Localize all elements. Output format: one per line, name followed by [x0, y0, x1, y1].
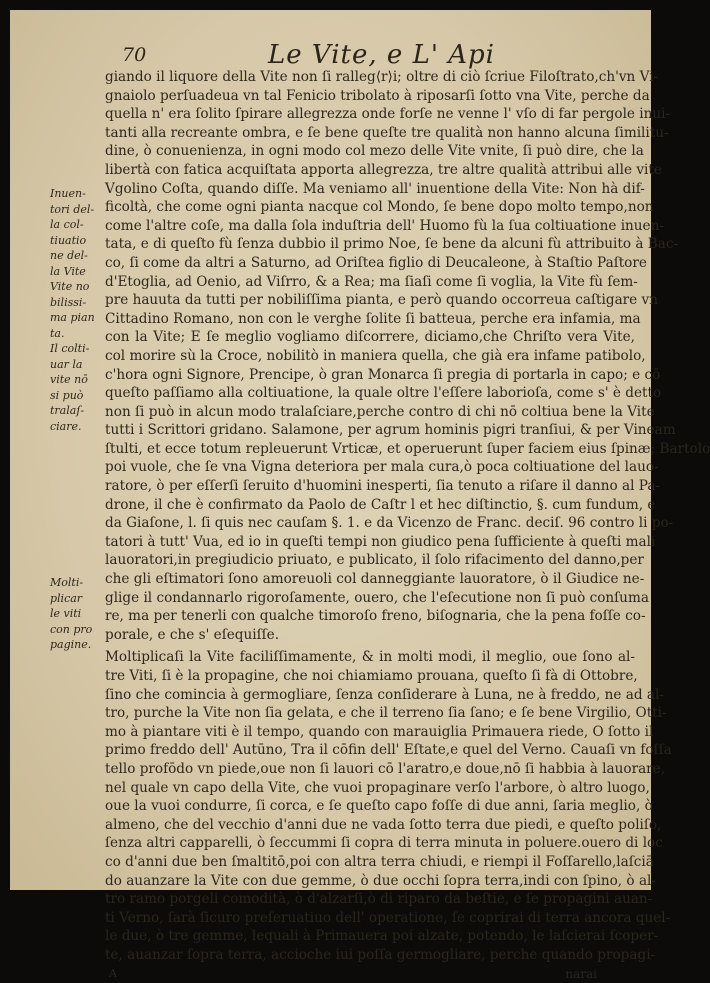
text-line: tello profōdo vn piede,oue non ſi lauori cō l'aratro,e doue,nō ſi habbia à lauorare,: [105, 760, 635, 779]
text-line: libertà con fatica acquiſtata apporta allegrezza, tre altre qualità attribui alle vite: [105, 161, 635, 180]
text-line: ſenza altri capparelli, ò ſeccummi ſi copra di terra minuta in poluere.ouero di loc: [105, 834, 635, 853]
text-line: gnaiolo perſuadeua vn tal Fenicio tribolato à riposarſi ſotto vna Vite, perche da: [105, 87, 635, 106]
text-line: glige il condannarlo rigoroſamente, ouero, che l'eſecutione non ſi può conſuma: [105, 589, 635, 608]
book-page: [10, 10, 651, 890]
text-line: nel quale vn capo della Vite, che vuoi propaginare verſo l'arbore, ò altro luogo,: [105, 779, 635, 798]
marginal-line: tiuatio: [50, 233, 102, 249]
text-line: oue la vuoi condurre, ſi corca, e ſe queſto capo foſſe di due anni, ſaria meglio, ò: [105, 797, 635, 816]
text-line: co d'anni due ben ſmaltitō,poi con altra terra chiudi, e riempi il Foſſarello,laſciā: [105, 853, 635, 872]
text-line: almeno, che del vecchio d'anni due ne vada ſotto terra due piedi, e queſto poliſo,: [105, 816, 635, 835]
text-line: pre hauuta da tutti per nobiliſſima pianta, e però quando occorreua caſtigare vn: [105, 291, 635, 310]
text-line: da Giaſone, l. ſi quis nec cauſam §. 1. e da Vicenzo de Franc. deciſ. 96 contro li po-: [105, 514, 635, 533]
text-line: le due, ò tre gemme, lequali à Primauera poi alzate, potendo, le laſcierai ſcoper-: [105, 927, 635, 946]
marginal-line: si può: [50, 388, 102, 404]
text-line: d'Etoglia, ad Oenio, ad Viſrro, & a Rea; ma ſiaſi come ſi voglia, la Vite fù ſem-: [105, 273, 635, 292]
text-line: ſtulti, et ecce totum repleuerunt Vrticæ, et operuerunt ſuper faciem eius ſpinæ; Bartolo: [105, 440, 635, 459]
marginal-line: ma pian: [50, 310, 102, 326]
text-line: co, ſi come da altri a Saturno, ad Oriſtea figlio di Deucaleone, à Staſtio Paſtore: [105, 254, 635, 273]
marginal-note-propagation: [50, 575, 102, 653]
paragraph-vine-propagation: [105, 648, 635, 964]
marginal-line: uar la: [50, 357, 102, 373]
text-line: poi vuole, che ſe vna Vigna deteriora per mala cura,ò poca coltiuatione del lauo-: [105, 458, 635, 477]
text-line: come l'altre coſe, ma dalla ſola induſtria dell' Huomo fù la ſua coltiuatione inuen-: [105, 217, 635, 236]
marginal-line: Inuen-: [50, 186, 102, 202]
text-line: tanti alla recreante ombra, e ſe bene queſte tre qualità non hanno alcuna ſimilitu-: [105, 124, 635, 143]
text-line: tro, purche la Vite non ſia gelata, e che il terreno ſia ſano; e ſe bene Virgilio, Otti-: [105, 704, 635, 723]
marginal-line: tori del-: [50, 202, 102, 218]
text-line: tutti i Scrittori gridano. Salamone, per agrum hominis pigri tranſiui, & per Vineam: [105, 421, 635, 440]
marginal-line: ta.: [50, 326, 102, 342]
text-line: queſto paſſiamo alla coltiuatione, la quale oltre l'eſſere laborioſa, come s' è detto: [105, 384, 635, 403]
text-line: tre Viti, ſi è la propagine, che noi chiamiamo prouana, queſto ſi fà di Ottobre,: [105, 667, 635, 686]
text-line: re, ma per tenerli con qualche timoroſo freno, biſognaria, che la pena foſſe co-: [105, 607, 635, 626]
marginal-line: Vite no: [50, 279, 102, 295]
marginal-line: Il colti-: [50, 341, 102, 357]
text-line: tro ramo porgeli comodità, ò d'alzarſi,ò di riparo da beſtie, e ſe propagini auan-: [105, 890, 635, 909]
text-line: ſino che comincia à germogliare, ſenza conſiderare à Luna, ne à freddo, ne ad al-: [105, 686, 635, 705]
paragraph-vine-cultivation: [105, 68, 635, 644]
text-line: tatori à tutt' Vua, ed io in queſti tempi non giudico pena ſufficiente à queſti mali: [105, 533, 635, 552]
text-line: non ſi può in alcun modo tralaſciare,perche contro di chi nō coltiua bene la Vite: [105, 403, 635, 422]
text-line: che gli eſtimatori ſono amoreuoli col danneggiante lauoratore, ò il Giudice ne-: [105, 570, 635, 589]
body-text: [105, 68, 635, 983]
text-line: ti Verno, ſarà ſicuro preſeruatiuo dell' operatione, ſe coprirai di terra ancora quel-: [105, 909, 635, 928]
marginal-line: vite nō: [50, 372, 102, 388]
marginal-line: con pro: [50, 622, 102, 638]
text-line: tata, e di queſto fù ſenza dubbio il primo Noe, ſe bene da alcuni fù attribuito à Bac-: [105, 235, 635, 254]
text-line: Moltiplicaſi la Vite faciliſſimamente, & in molti modi, il meglio, oue ſono al-: [105, 648, 635, 667]
text-line: ratore, ò per eſſerſi ſeruito d'huomini inesperti, ſia tenuto a riſare il danno al Pa-: [105, 477, 635, 496]
text-line: c'hora ogni Signore, Prencipe, ò gran Monarca ſi pregia di portarla in capo; e cō: [105, 366, 635, 385]
marginal-line: plicar: [50, 591, 102, 607]
signature-mark: A: [105, 965, 117, 983]
text-line: lauoratori,in pregiudicio priuato, e publicato, il ſolo rifacimento del danno,per: [105, 551, 635, 570]
marginal-line: ne del-: [50, 248, 102, 264]
text-line: drone, il che è confirmato da Paolo de Caſtr l et hec diſtinctio, §. cum fundum, e: [105, 496, 635, 515]
text-line: primo freddo dell' Autūno, Tra il cōfin dell' Eſtate,e quel del Verno. Cauaſi vn foſſa: [105, 741, 635, 760]
text-line: Vgolino Coſta, quando diſſe. Ma veniamo all' inuentione della Vite: Non hà dif-: [105, 180, 635, 199]
text-line: col morire sù la Croce, nobilitò in maniera quella, che già era infame patibolo,: [105, 347, 635, 366]
text-line: Cittadino Romano, non con le verghe ſolite ſi batteua, perche era infamia, ma: [105, 310, 635, 329]
text-line: ficoltà, che come ogni pianta nacque col Mondo, ſe bene dopo molto tempo,non: [105, 198, 635, 217]
marginal-line: Molti-: [50, 575, 102, 591]
marginal-line: tralaſ-: [50, 403, 102, 419]
catchword-line: [105, 965, 635, 983]
text-line: porale, e che s' eſequiſſe.: [105, 626, 635, 645]
running-head: Le Vite, e L' Api: [268, 40, 495, 70]
marginal-line: le viti: [50, 606, 102, 622]
marginal-line: bilissi-: [50, 295, 102, 311]
marginal-note-invention: [50, 186, 102, 434]
marginal-line: ciare.: [50, 419, 102, 435]
page-number: 70: [122, 44, 146, 66]
text-line: te, auanzar ſopra terra, accioche iui poſſa germogliare, perche quando propagi-: [105, 946, 635, 965]
text-line: con la Vite; E ſe meglio vogliamo diſcorrere, diciamo,che Chriſto vera Vite,: [105, 328, 635, 347]
text-line: giando il liquore della Vite non ſi ralleg⟨r⟩i; oltre di ciò ſcriue Filoſtrato,ch'vn Vi-: [105, 68, 635, 87]
text-line: dine, ò conuenienza, in ogni modo col mezo delle Vite vnite, ſi può dire, che la: [105, 142, 635, 161]
catchword: narai: [565, 965, 597, 983]
marginal-line: la col-: [50, 217, 102, 233]
text-line: do auanzare la Vite con due gemme, ò due occhi ſopra terra,indi con ſpino, ò al-: [105, 872, 635, 891]
marginal-line: pagine.: [50, 637, 102, 653]
text-line: quella n' era ſolito ſpirare allegrezza onde forſe ne venne l' vſo di far pergole inui-: [105, 105, 635, 124]
text-line: mo à piantare viti è il tempo, quando con marauiglia Primauera riede, O ſotto il: [105, 723, 635, 742]
marginal-line: la Vite: [50, 264, 102, 280]
